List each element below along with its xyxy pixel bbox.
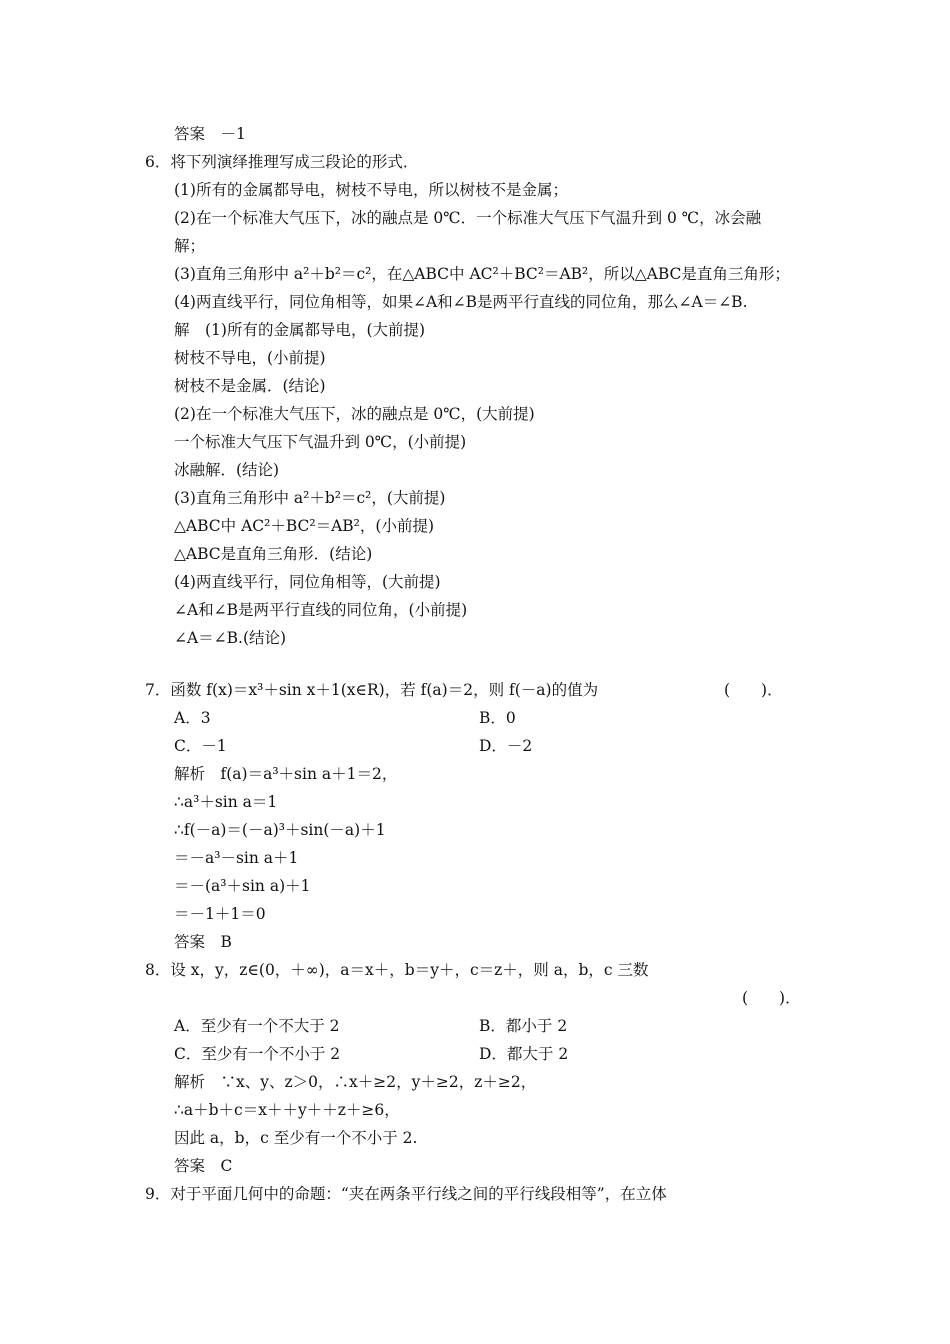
text-line: 答案 B (174, 933, 232, 951)
text-line: 7．函数 f(x)＝x³＋sin x＋1(x∈R)，若 f(a)＝2，则 f(－a)的值为 (145, 681, 599, 699)
text-line: 解； (174, 237, 206, 255)
text-line: 解析 ∵x、y、z＞0，∴x＋≥2，y＋≥2，z＋≥2， (174, 1073, 537, 1091)
text-line: 冰融解．(结论) (174, 461, 280, 479)
text-line: ＝－(a³＋sin a)＋1 (174, 877, 311, 895)
text-line: 一个标准大气压下气温升到 0℃，(小前提) (174, 433, 467, 451)
text-line: (4)两直线平行，同位角相等，(大前提) (174, 573, 441, 591)
text-line: ＝－1＋1＝0 (174, 905, 266, 923)
text-line: ∴a³＋sin a＝1 (174, 793, 278, 811)
option-text: D．都大于 2 (479, 1045, 569, 1063)
text-line: △ABC中 AC²＋BC²＝AB²，(小前提) (174, 517, 434, 535)
text-line: ∴a＋b＋c＝x＋＋y＋＋z＋≥6， (174, 1101, 400, 1119)
text-line: 8．设 x，y，z∈(0，＋∞)，a＝x＋，b＝y＋，c＝z＋，则 a，b，c 三数 (145, 961, 649, 979)
text-line: (2)在一个标准大气压下，冰的融点是 0℃．一个标准大气压下气温升到 0 ℃，冰会融 (174, 209, 762, 227)
option-text: ( )． (742, 989, 801, 1007)
text-line: 9．对于平面几何中的命题：“夹在两条平行线之间的平行线段相等”，在立体 (145, 1185, 667, 1203)
text-line: ∠A＝∠B.(结论) (174, 629, 287, 647)
text-line: ∠A和∠B是两平行直线的同位角，(小前提) (174, 601, 468, 619)
text-line: A．至少有一个不大于 2 (174, 1017, 340, 1035)
text-line: 解 (1)所有的金属都导电，(大前提) (174, 321, 426, 339)
text-line: 树枝不导电，(小前提) (174, 349, 326, 367)
option-text: D．－2 (479, 737, 533, 755)
text-line: (4)两直线平行，同位角相等，如果∠A和∠B是两平行直线的同位角，那么∠A＝∠B. (174, 293, 748, 311)
text-line: △ABC是直角三角形．(结论) (174, 545, 373, 563)
text-line: (2)在一个标准大气压下，冰的融点是 0℃，(大前提) (174, 405, 535, 423)
text-line: ∴f(－a)＝(－a)³＋sin(－a)＋1 (174, 821, 386, 839)
text-line: 答案 －1 (174, 125, 246, 143)
text-line: 因此 a，b，c 至少有一个不小于 2. (174, 1129, 418, 1147)
text-line: (3)直角三角形中 a²＋b²＝c²，在△ABC中 AC²＋BC²＝AB²，所以△ABC是直角三角形； (174, 265, 790, 283)
text-line: 树枝不是金属．(结论) (174, 377, 326, 395)
text-line: 答案 C (174, 1157, 233, 1175)
text-line: 解析 f(a)＝a³＋sin a＋1＝2， (174, 765, 398, 783)
text-line: C．至少有一个不小于 2 (174, 1045, 341, 1063)
option-text: ( )． (724, 681, 783, 699)
text-line: ＝－a³－sin a＋1 (174, 849, 299, 867)
text-line: A．3 (174, 709, 211, 727)
text-line: (3)直角三角形中 a²＋b²＝c²，(大前提) (174, 489, 446, 507)
option-text: B．0 (479, 709, 516, 727)
text-line: C．－1 (174, 737, 227, 755)
text-line: 6．将下列演绎推理写成三段论的形式． (145, 153, 419, 171)
option-text: B．都小于 2 (479, 1017, 568, 1035)
text-line: (1)所有的金属都导电，树枝不导电，所以树枝不是金属； (174, 181, 568, 199)
